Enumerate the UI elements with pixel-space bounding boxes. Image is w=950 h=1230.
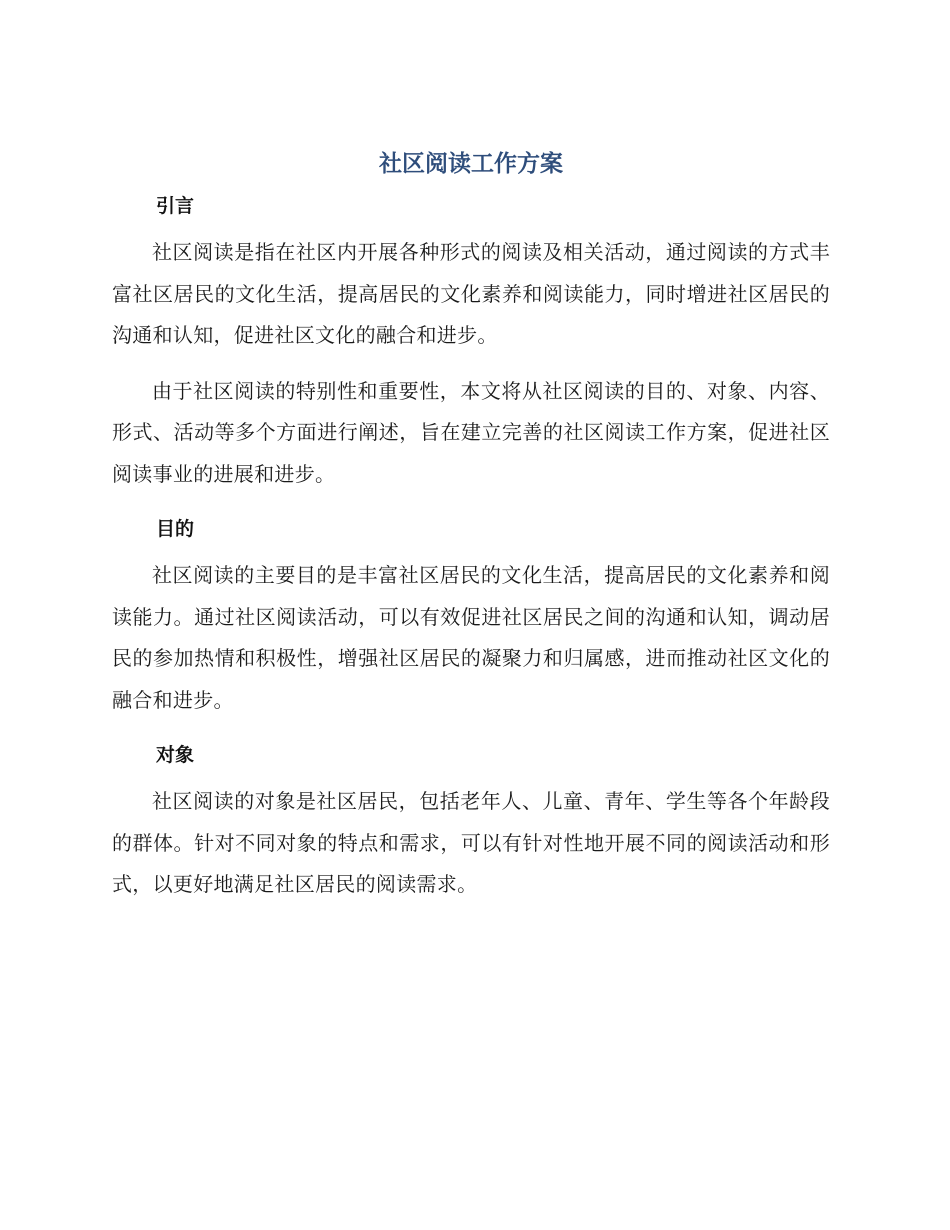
section-heading-introduction: 引言 — [156, 195, 195, 217]
section-heading-audience: 对象 — [156, 744, 195, 766]
paragraph: 社区阅读的主要目的是丰富社区居民的文化生活，提高居民的文化素养和阅读能力。通过社区阅读活动，可以有效促进社区居民之间的沟通和认知，调动居民的参加热情和积极性，增强社区居民的凝聚力和归属感，进而推动社区文化的融合和进步。 — [112, 563, 830, 712]
section-introduction — [112, 192, 830, 495]
document-title: 社区阅读工作方案 — [379, 151, 563, 177]
paragraph: 由于社区阅读的特别性和重要性，本文将从社区阅读的目的、对象、内容、形式、活动等多个方面进行阐述，旨在建立完善的社区阅读工作方案，促进社区阅读事业的进展和进步。 — [112, 378, 830, 486]
section-purpose — [112, 515, 830, 721]
paragraph: 社区阅读是指在社区内开展各种形式的阅读及相关活动，通过阅读的方式丰富社区居民的文化生活，提高居民的文化素养和阅读能力，同时增进社区居民的沟通和认知，促进社区文化的融合和进步。 — [112, 240, 830, 347]
section-heading-purpose: 目的 — [156, 518, 195, 540]
section-audience — [112, 741, 830, 906]
document-page — [112, 140, 830, 920]
paragraph: 社区阅读的对象是社区居民，包括老年人、儿童、青年、学生等各个年龄段的群体。针对不同对象的特点和需求，可以有针对性地开展不同的阅读活动和形式，以更好地满足社区居民的阅读需求。 — [112, 789, 830, 896]
